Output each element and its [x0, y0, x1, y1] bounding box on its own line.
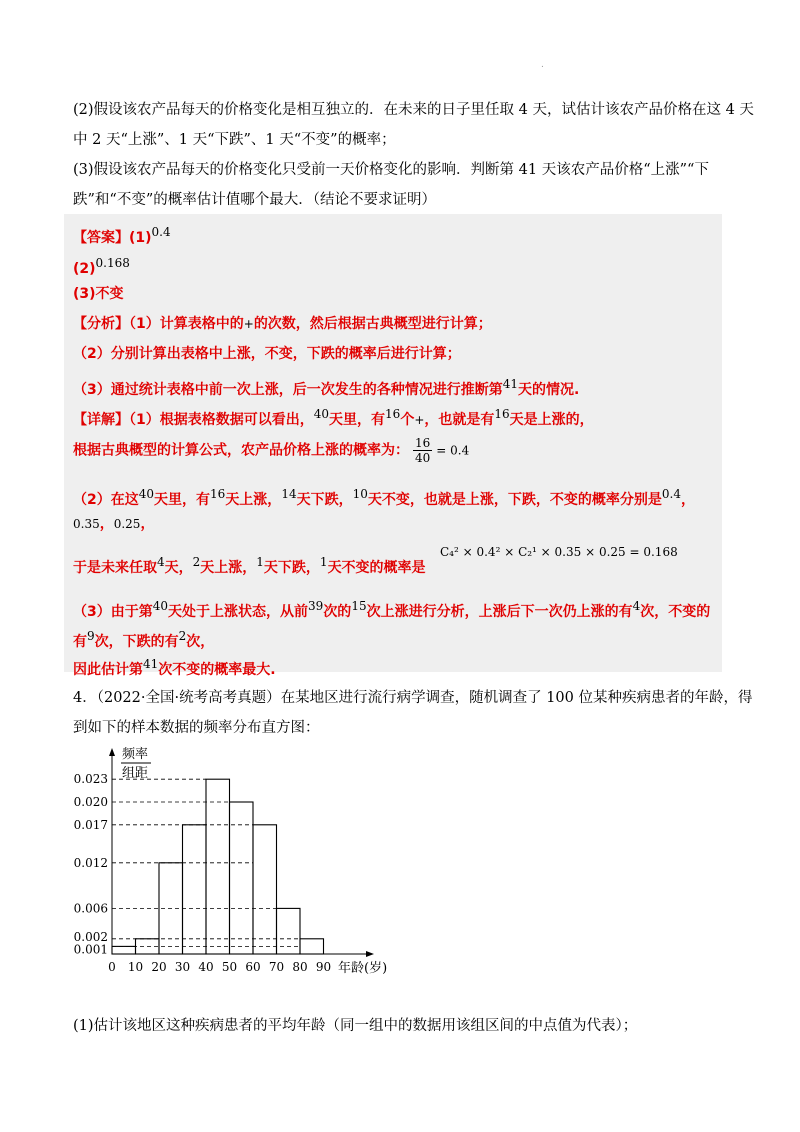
answer-2-value: 0.168	[95, 256, 130, 270]
detail-text: ，	[680, 492, 695, 508]
q4-line1: 4．（2022·全国·统考高考真题）在某地区进行流行病学调查，随机调查了 100 位某种疾病患者的年龄，得	[73, 690, 753, 706]
analysis-text: （3）通过统计表格中前一次上涨，后一次发生的各种情况进行推断第	[73, 382, 503, 398]
detail-text: 天上涨，	[225, 492, 282, 508]
detail-text: 次，	[186, 634, 215, 650]
detail-text: 天里，有	[154, 492, 211, 508]
x-axis-arrow	[366, 951, 374, 957]
y-tick-label: 0.023	[73, 772, 108, 787]
y-tick-label: 0.012	[73, 855, 108, 870]
y-tick-label: 0.002	[73, 929, 108, 944]
detail-text: 天是上涨的，	[509, 412, 594, 428]
detail-text: （2）在这	[73, 492, 139, 508]
frequency-histogram	[70, 742, 400, 982]
math-number: 40	[152, 599, 169, 613]
analysis-text: 天的情况.	[518, 382, 580, 398]
detail-line-2	[73, 436, 469, 465]
detail-text: 天不变的概率是	[327, 560, 426, 576]
y-axis-arrow	[109, 748, 115, 756]
x-tick-label: 0	[108, 960, 116, 974]
detail-text: 天下跌，	[296, 492, 353, 508]
answer-1-value: 0.4	[151, 225, 171, 239]
detail-line-1	[73, 404, 594, 430]
detail-text: ，	[140, 516, 155, 532]
math-number: 16	[494, 407, 510, 421]
x-tick-label: 30	[174, 960, 191, 974]
detail-text: 次，下跌的有	[94, 634, 179, 650]
detail-text: 天里，有	[329, 412, 386, 428]
detail-text: 次，不变的	[640, 604, 711, 620]
math-number: 41	[143, 657, 159, 671]
math-number: 2	[192, 555, 201, 569]
analysis-label: 【分析】	[73, 316, 129, 332]
math-number: 1	[256, 555, 264, 569]
x-tick-label: 60	[245, 960, 261, 974]
x-tick-label: 10	[127, 960, 144, 974]
detail-text: 天，	[164, 560, 193, 576]
detail-text: ，	[99, 516, 114, 532]
detail-text: 根据古典概型的计算公式，农产品价格上涨的概率为：	[73, 442, 409, 459]
detail-text: 有	[73, 634, 87, 650]
x-tick-label: 50	[221, 960, 238, 974]
detail-line-6	[73, 596, 710, 622]
math-number: 40	[138, 487, 155, 501]
answer-line-3: (3)不变	[73, 286, 124, 302]
detail-text: 次的	[323, 604, 352, 620]
detail-text: 天上涨，	[200, 560, 257, 576]
histogram-bar	[206, 779, 230, 954]
x-tick-label: 70	[268, 960, 285, 974]
answer-label: 【答案】	[73, 230, 129, 246]
q3-part3-line1: (3)假设该农产品每天的价格变化只受前一天价格变化的影响．判断第 41 天该农产品价格“上涨”“下	[73, 162, 709, 178]
x-tick-label: 80	[292, 960, 308, 974]
answer-2-prefix: (2)	[73, 261, 96, 277]
detail-line-3	[73, 484, 695, 510]
math-number: 2	[178, 629, 187, 643]
detail-text: 天下跌，	[263, 560, 320, 576]
x-tick-label: 20	[151, 960, 167, 974]
fraction-denominator: 40	[415, 451, 431, 465]
top-mark: .	[541, 60, 544, 70]
math-number: 14	[281, 487, 297, 501]
detail-text: 次上涨进行分析，上涨后下一次仍上涨的有	[366, 604, 633, 620]
analysis-line-3	[73, 374, 579, 400]
histogram-bar	[253, 825, 277, 954]
q3-part3-line2: 跌”和“不变”的概率估计值哪个最大．（结论不要求证明）	[73, 192, 436, 208]
detail-text: （3）由于第	[73, 604, 153, 620]
math-number: 4	[632, 599, 641, 613]
math-formula: C₄² × 0.4² × C₂¹ × 0.35 × 0.25 = 0.168	[440, 545, 678, 559]
detail-line-4	[73, 514, 154, 534]
detail-line-8	[73, 654, 276, 680]
analysis-text: 的次数，然后根据古典概型进行计算；	[253, 316, 492, 332]
detail-text: 因此估计第	[73, 662, 143, 678]
y-axis-label-top: 频率	[122, 747, 149, 762]
q4-sub1: (1)估计该地区这种疾病患者的平均年龄（同一组中的数据用该组区间的中点值为代表）；	[73, 1018, 638, 1034]
histogram-bar	[183, 825, 207, 954]
x-axis-label: 年龄(岁)	[338, 961, 388, 976]
answer-1-prefix: (1)	[129, 230, 152, 246]
math-number: 16	[210, 487, 226, 501]
math-number: 16	[385, 407, 401, 421]
q3-part2-line2: 中 2 天“上涨”、1 天“下跌”、1 天“不变”的概率；	[73, 132, 396, 148]
detail-text: 天不变，也就是上涨，下跌，不变的概率分别是	[367, 492, 662, 508]
math-number: 1	[319, 555, 328, 569]
math-number: 39	[308, 599, 324, 613]
detail-line-5	[73, 552, 426, 578]
fraction-numerator: 16	[415, 436, 431, 450]
q4-line2: 到如下的样本数据的频率分布直方图：	[73, 720, 320, 736]
answer-line-1	[73, 222, 171, 248]
math-number: 0.35	[73, 517, 100, 531]
y-axis-label-bottom: 组距	[122, 766, 149, 781]
detail-text: （1）根据表格数据可以看出，	[129, 412, 314, 428]
y-tick-label: 0.017	[73, 817, 108, 832]
analysis-line-1	[73, 314, 492, 334]
analysis-line-2: （2）分别计算出表格中上涨，不变，下跌的概率后进行计算；	[73, 346, 461, 362]
math-number: 41	[502, 377, 519, 391]
histogram-bar	[277, 908, 301, 954]
plus-symbol: +	[414, 413, 425, 427]
y-tick-label: 0.006	[73, 901, 108, 916]
q3-part2-line1: (2)假设该农产品每天的价格变化是相互独立的．在未来的日子里任取 4 天，试估计该农产品价格在这 4 天	[73, 102, 754, 118]
detail-label: 【详解】	[73, 412, 129, 428]
math-number: 0.25	[113, 517, 141, 531]
analysis-text: （1）计算表格中的	[129, 316, 244, 332]
detail-text: 个	[400, 412, 415, 428]
y-tick-label: 0.020	[73, 795, 108, 809]
detail-text: 于是未来任取	[73, 560, 157, 576]
math-number: 10	[352, 487, 368, 501]
math-number: 9	[87, 629, 95, 643]
detail-text: 次不变的概率最大.	[158, 662, 276, 678]
detail-formula	[440, 542, 678, 562]
detail-line-7	[73, 626, 214, 652]
fraction	[413, 436, 432, 465]
math-number: 15	[351, 599, 367, 613]
math-number: 40	[313, 407, 330, 421]
histogram-bar	[300, 939, 324, 954]
x-tick-label: 40	[198, 960, 214, 974]
detail-text: 天处于上涨状态，从前	[168, 604, 309, 620]
detail-text: ，也就是有	[424, 412, 495, 428]
histogram-bar	[112, 946, 136, 954]
y-tick-label: 0.001	[73, 942, 108, 957]
math-result: = 0.4	[436, 443, 470, 458]
plus-symbol: +	[243, 317, 254, 331]
math-number: 4	[157, 555, 165, 569]
math-number: 0.4	[661, 487, 681, 501]
answer-line-2	[73, 253, 130, 279]
x-tick-label: 90	[315, 960, 332, 974]
